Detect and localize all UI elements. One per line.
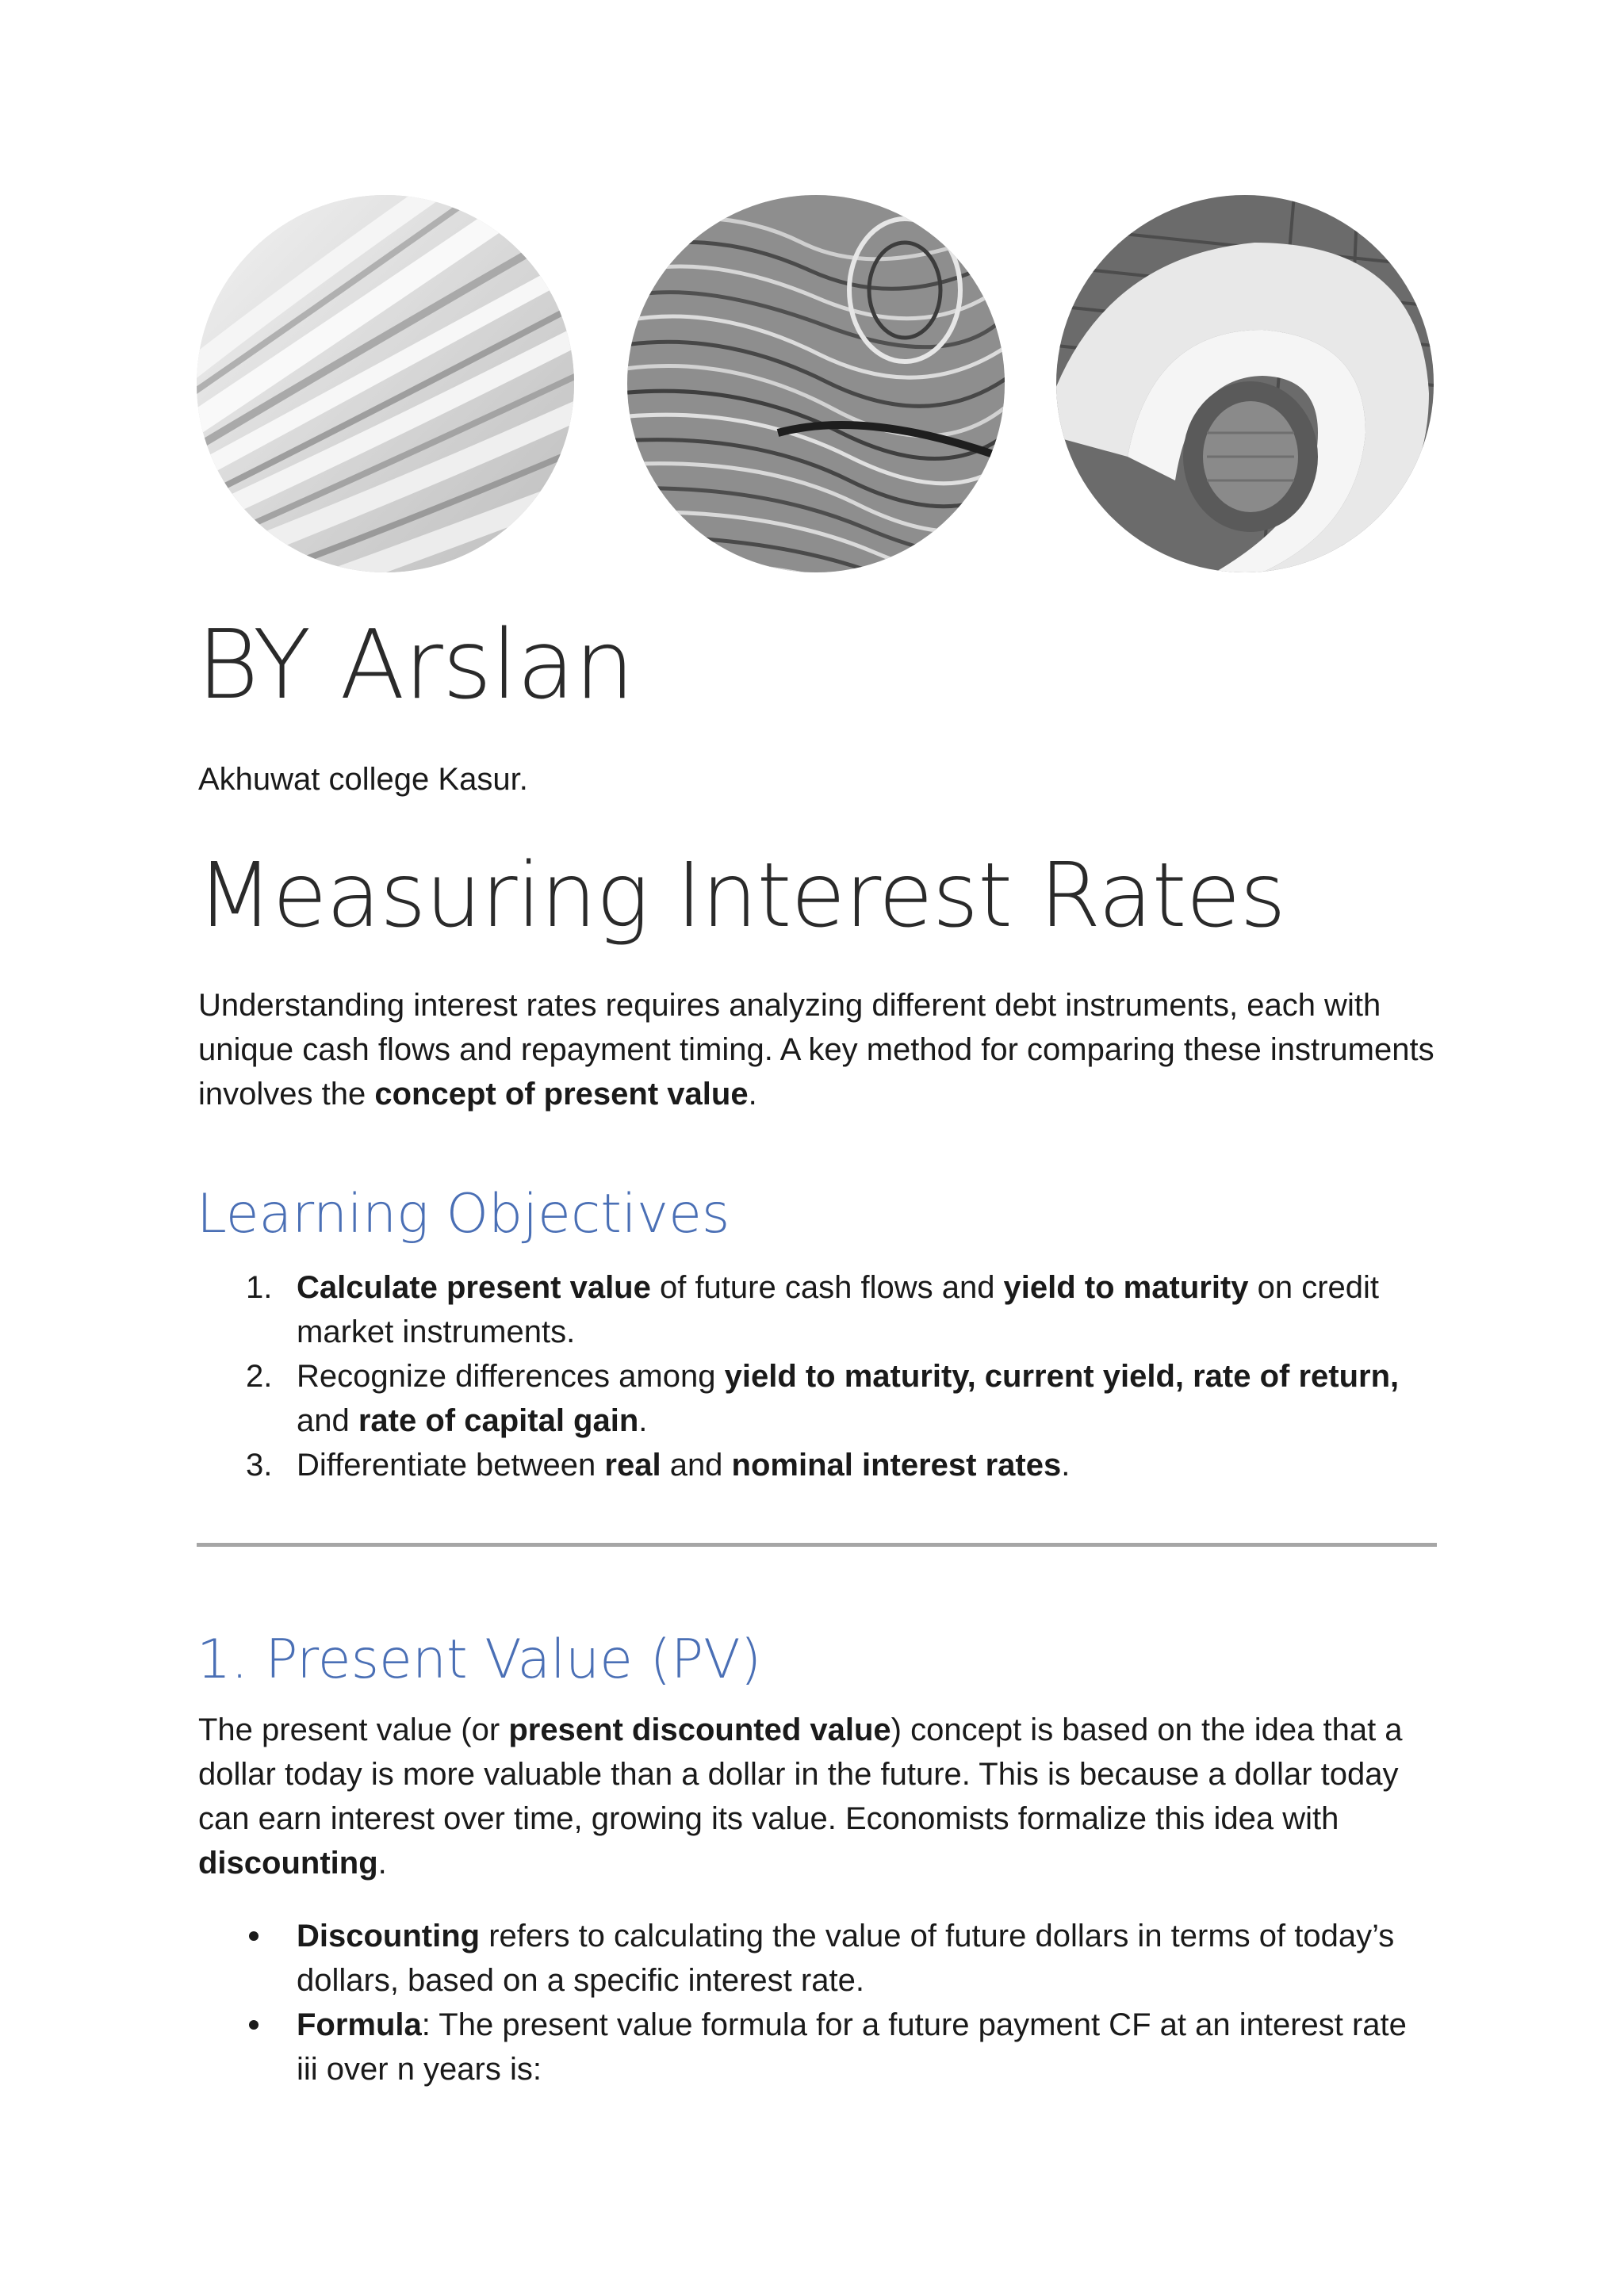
objective-text: Recognize differences among <box>297 1359 725 1394</box>
objective-bold: Calculate present value <box>297 1270 651 1305</box>
bullet-item <box>198 2003 1435 2091</box>
present-value-paragraph <box>198 1708 1435 1885</box>
spiral-staircase-image <box>1056 195 1434 572</box>
objective-item <box>198 1443 1435 1487</box>
pv-text: The present value (or <box>198 1712 509 1747</box>
intro-paragraph <box>198 983 1435 1116</box>
bullet-item <box>198 1914 1435 2003</box>
objective-bold: yield to maturity, current yield, rate of return, <box>724 1359 1400 1394</box>
objectives-list <box>198 1265 1435 1487</box>
author-heading: BY Arslan <box>197 610 634 721</box>
bullet-dot-icon <box>249 2020 259 2030</box>
objective-bold: yield to maturity <box>1003 1270 1249 1305</box>
present-value-bullets <box>198 1914 1435 2091</box>
document-title: Measuring Interest Rates <box>197 844 1285 947</box>
paper-layers-image <box>197 195 574 572</box>
objective-bold: real <box>604 1448 661 1483</box>
objective-number: 1. <box>246 1270 273 1305</box>
objective-text: and <box>661 1448 732 1483</box>
objective-text: Differentiate between <box>297 1448 605 1483</box>
objective-number: 2. <box>246 1359 273 1394</box>
objective-text: . <box>1061 1448 1071 1483</box>
intro-bold: concept of present value <box>374 1077 749 1112</box>
pv-bold: present discounted value <box>508 1712 891 1747</box>
learning-objectives-heading: Learning Objectives <box>197 1183 730 1246</box>
objective-text: on credit market instruments. <box>297 1270 1380 1349</box>
objective-bold: nominal interest rates <box>731 1448 1062 1483</box>
bullet-text: refers to calculating the value of future dollars in terms of today’s dollars, based on a specific interest rate. <box>297 1919 1395 1998</box>
pv-text: ) concept is based on the idea that a dollar today is more valuable than a dollar in the future. This is because a dollar today can earn interest over time, growing its value. Economists formalize this idea with <box>198 1712 1403 1836</box>
college-name: Akhuwat college Kasur. <box>198 762 528 797</box>
bullet-text: : The present value formula for a future payment CF at an interest rate iii over n years is: <box>297 2007 1407 2087</box>
bullet-bold: Formula <box>297 2007 422 2042</box>
bullet-bold: Discounting <box>297 1919 481 1954</box>
bullet-dot-icon <box>249 1931 259 1941</box>
objective-number: 3. <box>246 1448 273 1483</box>
intro-text: Understanding interest rates requires analyzing different debt instruments, each with unique cash flows and repayment timing. A key method for comparing these instruments involves the <box>198 988 1434 1112</box>
objective-item <box>198 1265 1435 1354</box>
header-image-row <box>197 195 1434 572</box>
horizontal-divider <box>197 1543 1437 1547</box>
objective-text: . <box>638 1403 648 1438</box>
objective-text: and <box>297 1403 358 1438</box>
objective-item <box>198 1354 1435 1443</box>
objective-text: of future cash flows and <box>650 1270 1004 1305</box>
wood-grain-image <box>627 195 1005 572</box>
objective-bold: rate of capital gain <box>358 1403 639 1438</box>
intro-end: . <box>748 1077 757 1112</box>
pv-bold: discounting <box>198 1846 378 1881</box>
present-value-heading: 1. Present Value (PV) <box>197 1628 762 1691</box>
pv-text: . <box>377 1846 387 1881</box>
